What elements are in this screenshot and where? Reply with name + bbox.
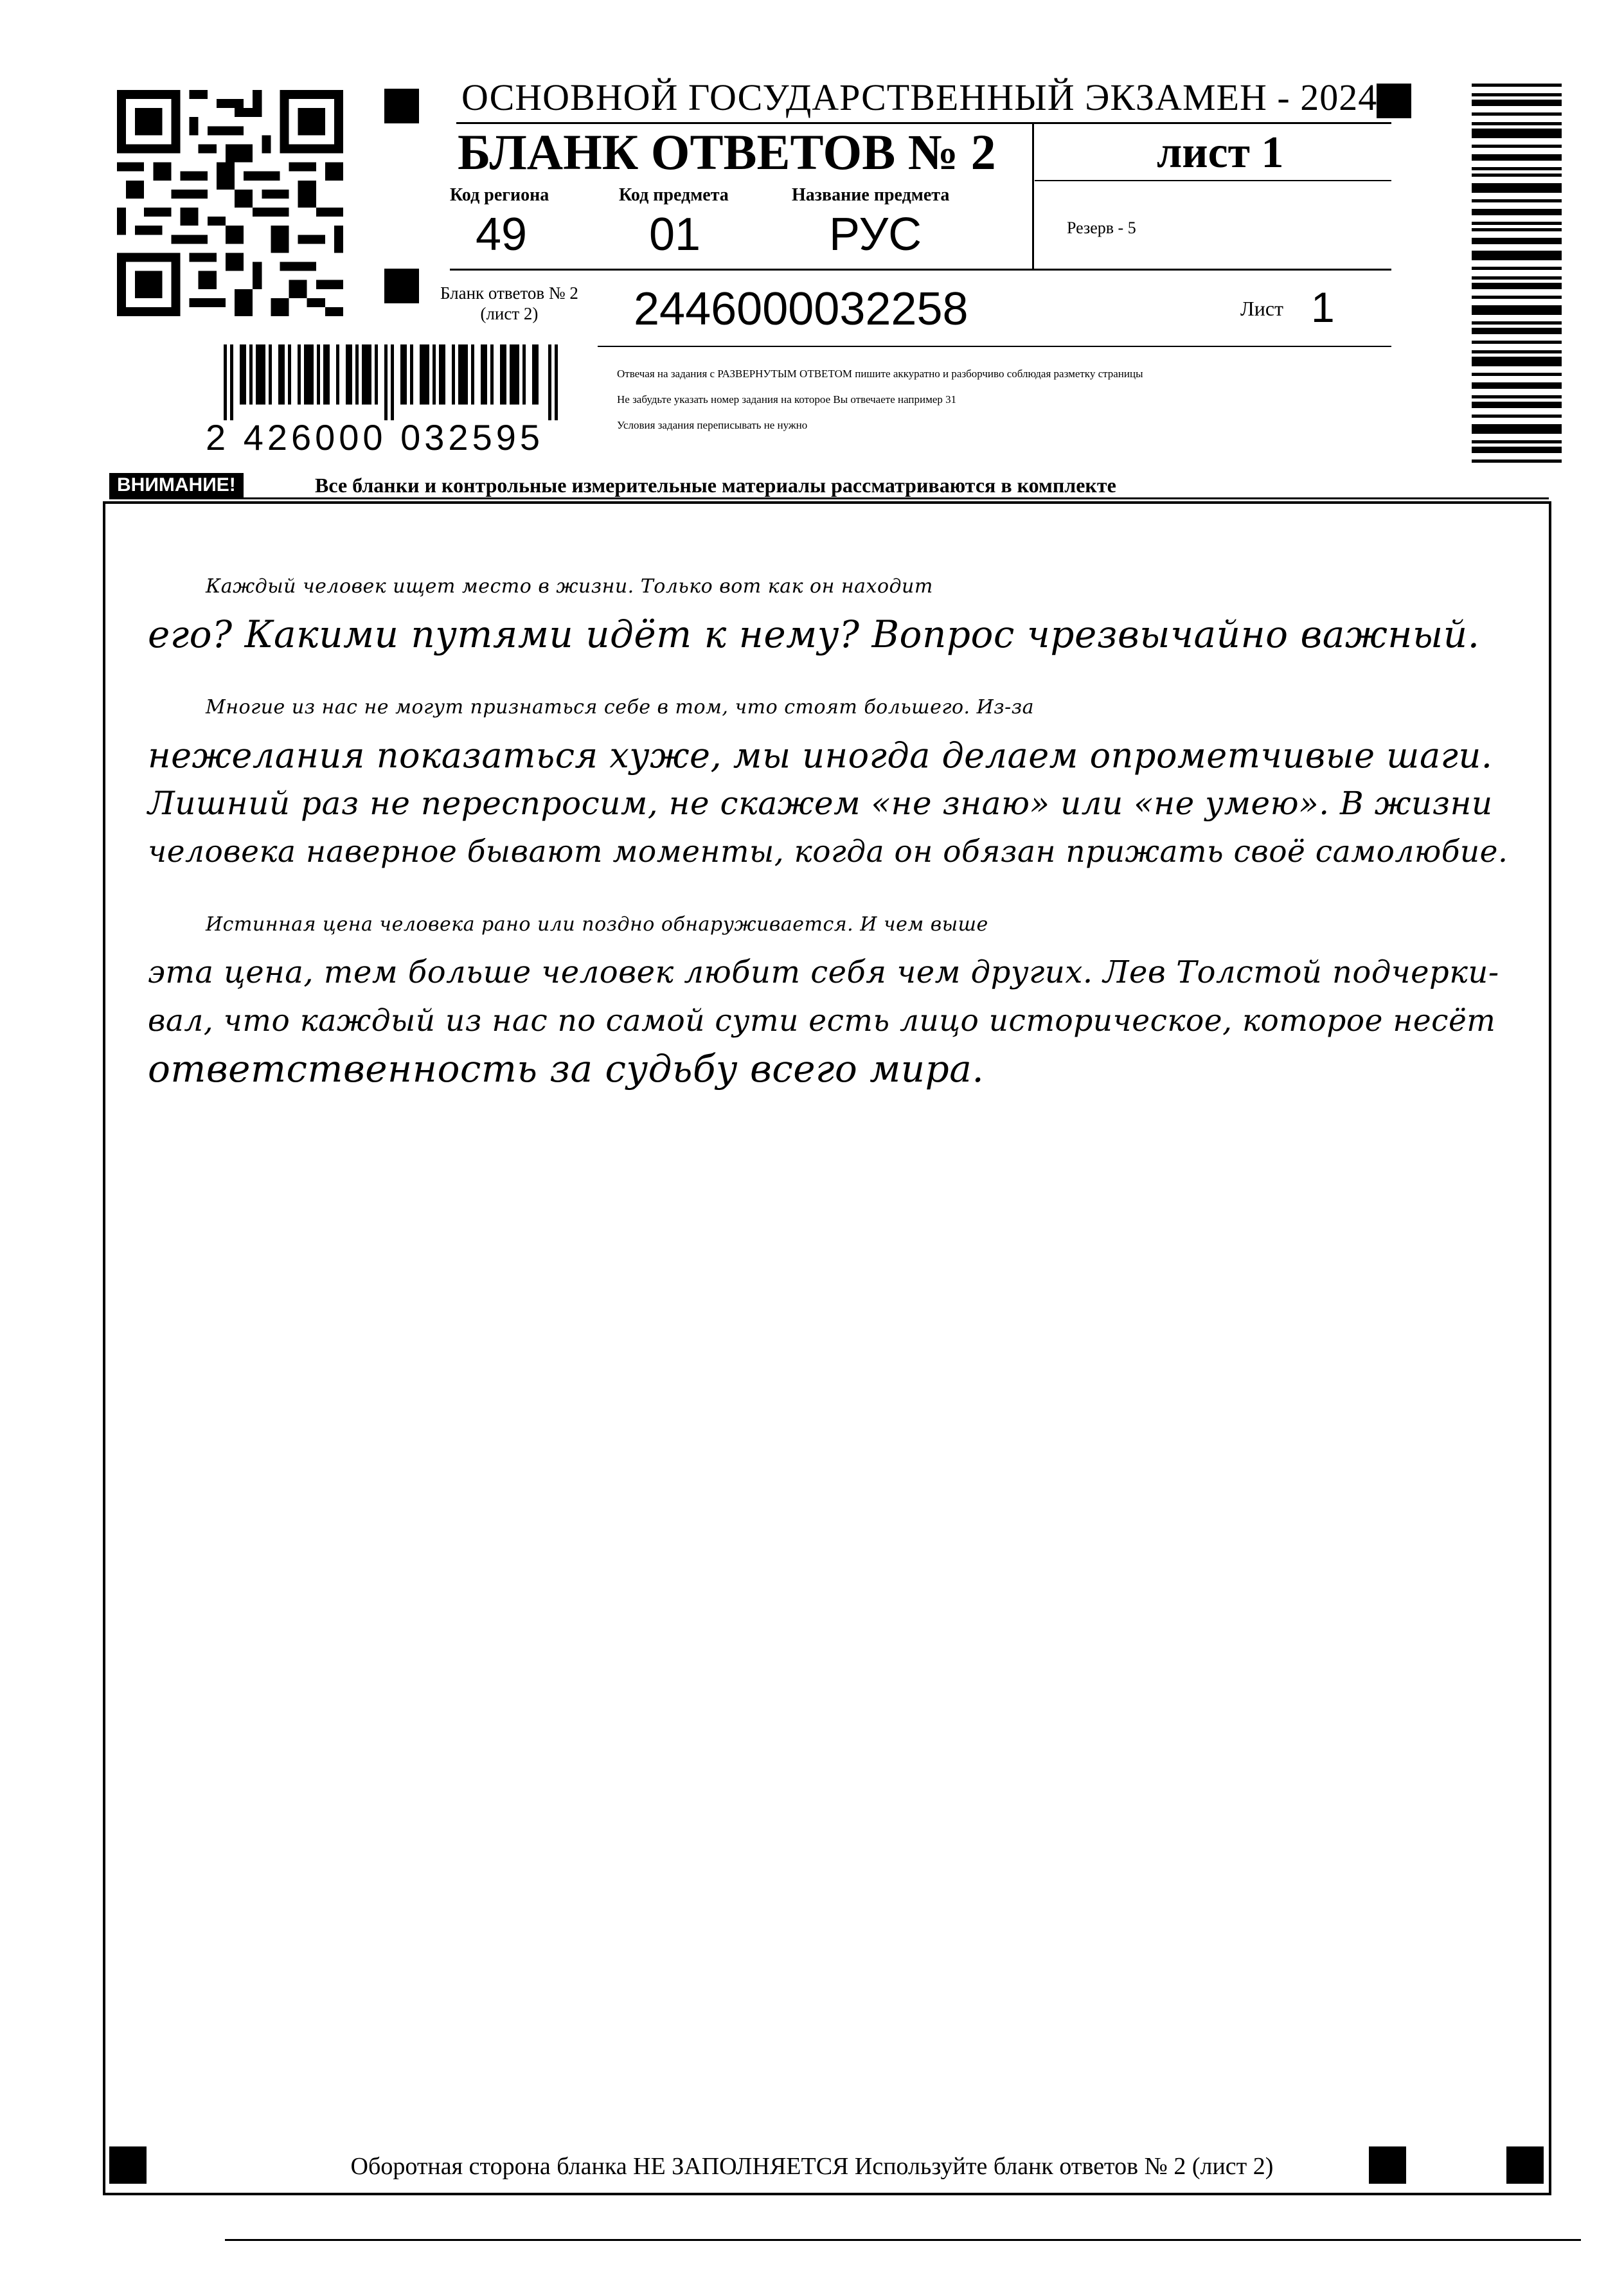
- subject-name-value: РУС: [829, 209, 922, 260]
- answer-line: его? Какими путями идёт к нему? Вопрос чрезвычайно важный.: [148, 612, 1480, 656]
- reference-barcode-number: 2446000032258: [634, 283, 968, 335]
- list-number: 1: [1311, 283, 1335, 331]
- reference-form-label-line2: (лист 2): [480, 304, 539, 323]
- form-title: БЛАНК ОТВЕТОВ № 2: [458, 124, 996, 180]
- sheet-label: лист 1: [1157, 128, 1284, 177]
- answer-paragraph: [148, 683, 1517, 876]
- exam-title: ОСНОВНОЙ ГОСУДАРСТВЕННЫЙ ЭКЗАМЕН - 2024: [461, 76, 1378, 118]
- attention-text: Все бланки и контрольные измерительные материалы рассматриваются в комплекте: [315, 474, 1116, 497]
- reference-form-label: [440, 283, 578, 324]
- bottom-rule: [225, 2239, 1581, 2241]
- attention-badge: ВНИМАНИЕ!: [109, 473, 244, 497]
- answer-line: ответственность за судьбу всего мира.: [148, 1047, 985, 1091]
- footer-note: Оборотная сторона бланка НЕ ЗАПОЛНЯЕТСЯ Используйте бланк ответов № 2 (лист 2): [350, 2153, 1274, 2180]
- subject-name-label: Название предмета: [792, 185, 950, 205]
- list-label: Лист: [1240, 297, 1284, 320]
- answer-paragraph: [148, 562, 1517, 659]
- answer-line: Многие из нас не могут признаться себе в том, что стоят большего. Из-за: [206, 696, 1035, 718]
- answer-line: вал, что каждый из нас по самой сути есть лицо историческое, которое несёт: [148, 1003, 1496, 1039]
- barcode-digits: 2 426000 032595: [206, 417, 544, 458]
- answer-line: человека наверное бывают моменты, когда он обязан прижать своё самолюбие.: [148, 834, 1508, 870]
- qr-code: [117, 90, 343, 316]
- subject-code-value: 01: [649, 209, 701, 260]
- attention-row: [109, 470, 1549, 500]
- answer-line: Лишний раз не переспросим, не скажем «не знаю» или «не умею». В жизни: [148, 785, 1493, 822]
- answer-paragraph: [148, 900, 1517, 1093]
- instruction-line: Отвечая на задания с РАЗВЕРНУТЫМ ОТВЕТОМ пишите аккуратно и разборчиво соблюдая разметку страницы: [617, 368, 1143, 380]
- answer-line: Каждый человек ищет место в жизни. Только вот как он находит: [206, 575, 933, 598]
- instruction-line: Не забудьте указать номер задания на которое Вы отвечаете например 31: [617, 393, 957, 406]
- side-barcode: [1472, 84, 1562, 463]
- reference-form-label-line1: Бланк ответов № 2: [440, 283, 578, 303]
- registration-marker-top-left: [384, 89, 419, 123]
- answer-line: Истинная цена человека рано или поздно обнаруживается. И чем выше: [206, 913, 988, 936]
- instruction-line: Условия задания переписывать не нужно: [617, 419, 808, 431]
- info-rule: [450, 269, 1391, 271]
- sheet-rule: [1035, 180, 1391, 181]
- sheet-divider: [1032, 123, 1034, 269]
- reserve-label: Резерв - 5: [1067, 219, 1136, 237]
- answer-line: эта цена, тем больше человек любит себя чем других. Лев Толстой подчерки-: [148, 954, 1499, 990]
- answer-line: нежелания показаться хуже, мы иногда делаем опрометчивые шаги.: [148, 735, 1493, 776]
- subject-code-label: Код предмета: [619, 185, 729, 205]
- region-code-value: 49: [476, 209, 528, 260]
- registration-marker-mid-left: [384, 269, 419, 303]
- attention-rule: [109, 497, 1549, 499]
- handwritten-answer: [148, 562, 1517, 1118]
- region-code-label: Код региона: [450, 185, 549, 205]
- instructions-rule: [598, 346, 1391, 347]
- registration-marker-top-right: [1377, 84, 1411, 118]
- linear-barcode: [224, 344, 564, 420]
